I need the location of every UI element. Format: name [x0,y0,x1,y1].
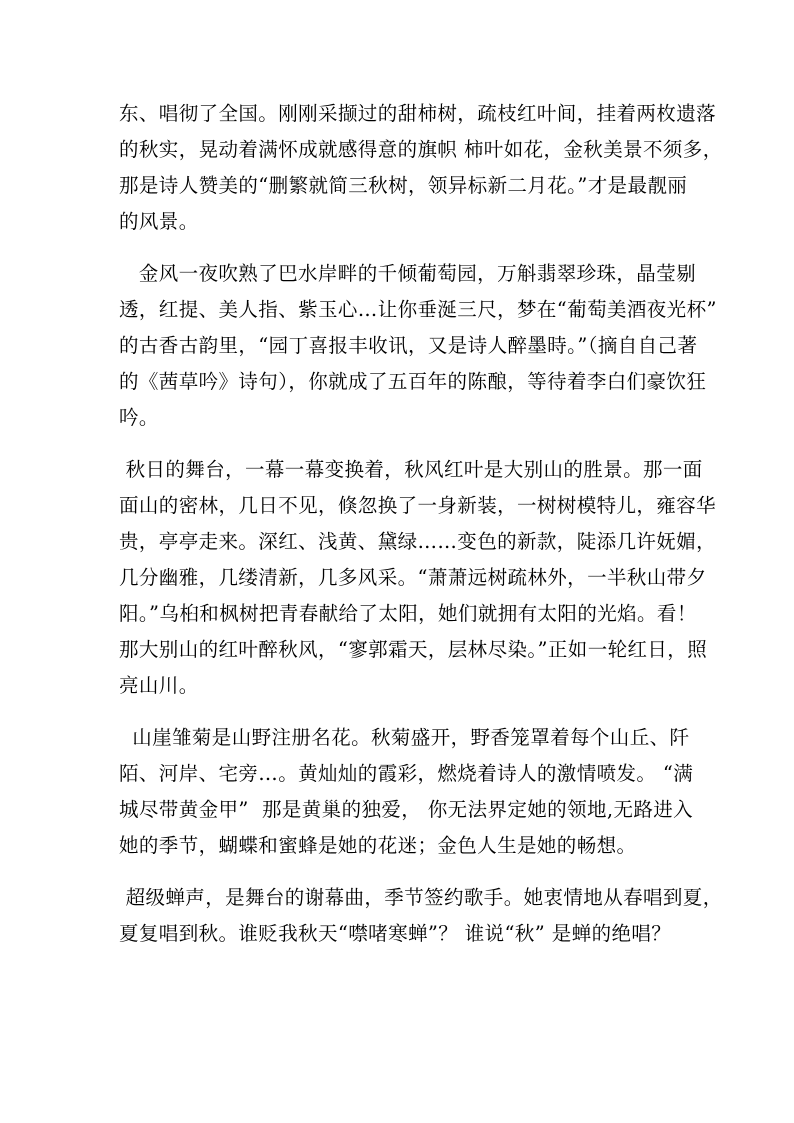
text-line: 阳。”乌桕和枫树把青春献给了太阳，她们就拥有太阳的光焰。看！ [119,602,697,625]
text-line: 金风一夜吹熟了巴水岸畔的千倾葡萄园，万斛翡翠珍珠，晶莹剔 [119,262,696,285]
text-line: 那大别山的红叶醉秋风，“寥郭霜天，层林尽染。”正如一轮红日，照 [119,638,708,661]
text-line: 她的季节，蝴蝶和蜜蜂是她的花迷；金色人生是她的畅想。 [119,834,637,857]
text-line: 山崖雏菊是山野注册名花。秋菊盛开，野香笼罩着每个山丘、阡 [119,726,690,749]
text-line: 城尽带黄金甲” 那是黄巢的独爱， 你无法界定她的领地,无路进入 [119,798,694,821]
text-line: 透，红提、美人指、紫玉心…让你垂涎三尺，梦在“葡萄美酒夜光杯” [119,298,717,321]
text-line: 的秋实，晃动着满怀成就感得意的旗帜 柿叶如花，金秋美景不须多， [119,138,723,161]
text-line: 吟。 [119,406,159,429]
text-line: 秋日的舞台，一幕一幕变换着，秋风红叶是大别山的胜景。那一面 [119,458,703,481]
text-line: 夏复唱到秋。谁贬我秋天“噤啫寒蝉”？ 谁说“秋” 是蝉的绝唱？ [119,922,672,945]
text-line: 那是诗人赞美的“删繁就简三秋树，领异标新二月花。”才是最靓丽 [119,174,688,197]
text-line: 面山的密林，几日不见，倏忽换了一身新装，一树树模特儿，雍容华 [119,494,717,517]
text-line: 亮山川。 [119,674,199,697]
text-line: 的古香古韵里，“园丁喜报丰收讯，又是诗人醉墨時。”（摘自自己著 [119,334,698,357]
text-line: 东、唱彻了全国。刚刚采撷过的甜柿树，疏枝红叶间，挂着两枚遗落 [119,102,717,125]
text-line: 陌、河岸、宅旁…。黄灿灿的霞彩，燃烧着诗人的激情喷发。 “满 [119,762,694,785]
text-line: 贵，亭亭走来。深红、浅黄、黛绿……变色的新款，陡添几许妩媚， [119,530,717,553]
text-line: 的风景。 [119,210,199,233]
text-line: 几分幽雅，几缕清新，几多风采。“萧萧远树疏林外，一半秋山带夕 [119,566,707,589]
text-line: 超级蝉声，是舞台的谢幕曲，季节签约歌手。她衷情地从春唱到夏， [119,886,723,909]
text-line: 的《茜草吟》诗句），你就成了五百年的陈酿，等待着李白们豪饮狂 [119,370,707,393]
